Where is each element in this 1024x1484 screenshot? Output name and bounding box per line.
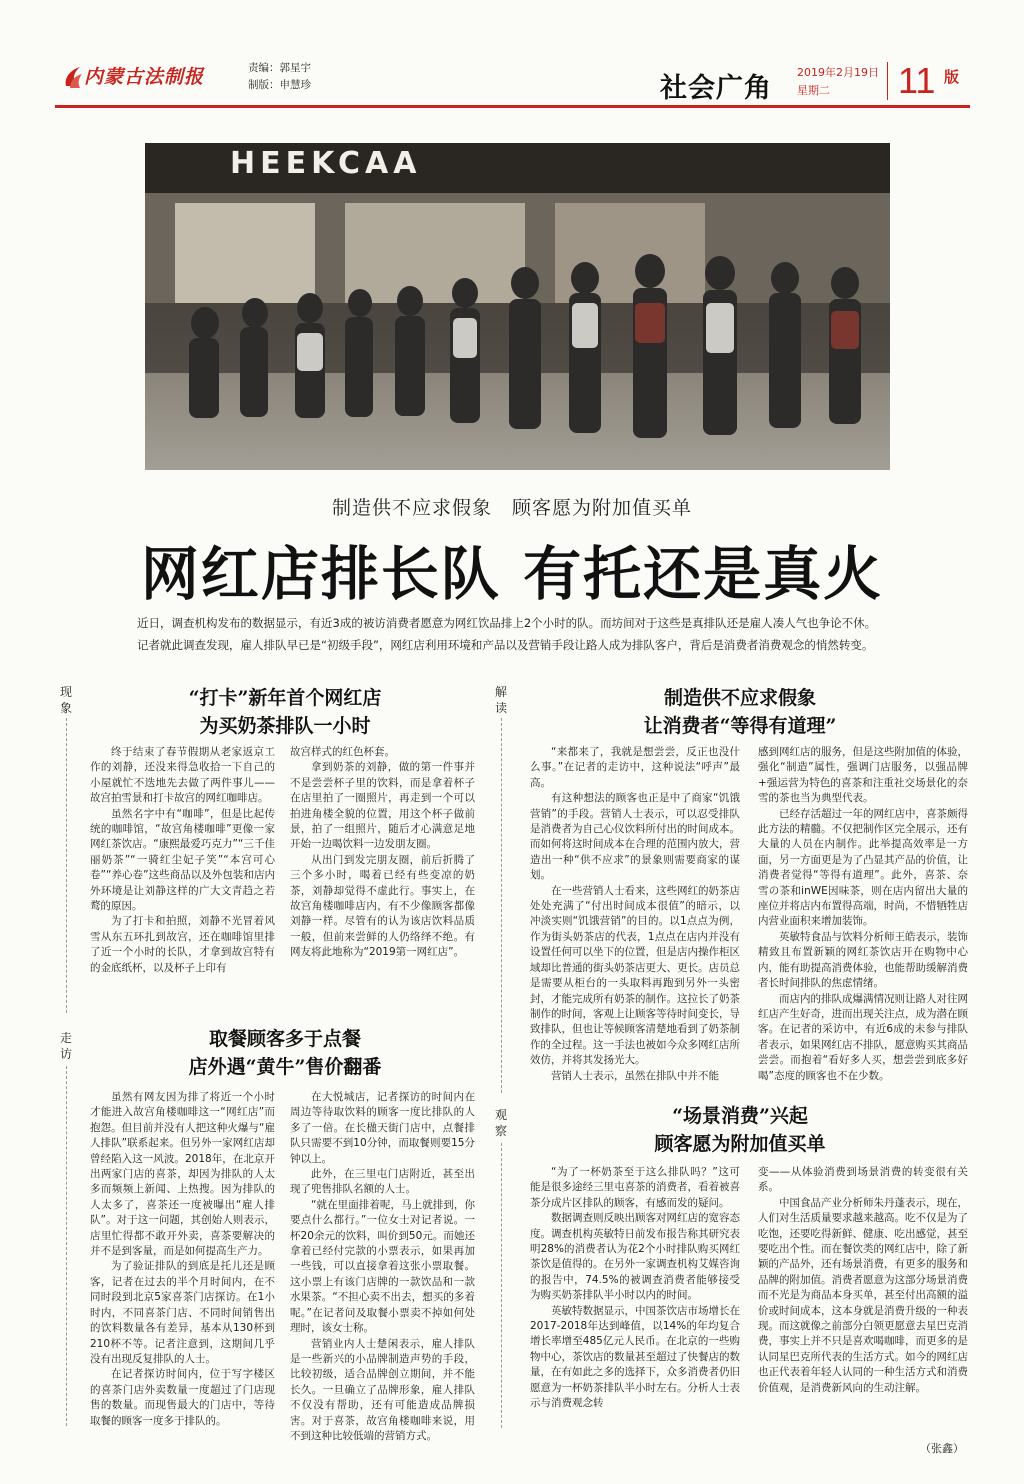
paragraph: 虽然名字中有“咖啡”，但是比起传统的咖啡馆，“故宫角楼咖啡”更像一家网红茶饮店。“康熙最爱巧克力”“三千佳丽奶茶”“一骑红尘妃子笑”“本宫可心卷”“养心卷”这些商品以及外包装和店内外环境是让刘静这样的广大文青趋之若鹜的原因。 <box>90 807 275 913</box>
paragraph: 营销业内人士楚闲表示，雇人排队是一些新兴的小品牌制造声势的手段，比较初级，适合品牌创立期间，并不能长久。一旦确立了品牌形象，雇人排队不仅没有帮助，还有可能造成品牌损害。对于喜茶，故宫角楼咖啡来说，用不到这种比较低端的营销方式。 <box>290 1337 475 1442</box>
paragraph: 在大悦城店，记者探访的时间内在周边等待取饮料的顾客一度比排队的人多了一倍。在长楹天街门店中，点餐排队只需要不到10分钟，而取餐则要15分钟以上。 <box>290 1091 475 1165</box>
tag-line <box>501 718 502 1093</box>
page-number <box>898 58 958 102</box>
paragraph: 数据调查则反映出顾客对网红店的宽容态度。调查机构英敏特日前发布报告称其研究表明28%的消费者认为花2个小时排队购买网红茶饮是值得的。在另外一家调查机构艾媒咨询的报告中，74.5%的被调查消费者能够接受为购买奶茶排队半小时以内的时间。 <box>530 1212 740 1302</box>
producer-credit: 制版：申慧珍 <box>248 79 311 91</box>
tag-line <box>66 718 67 1013</box>
paragraph: “就在里面排着呢，马上就排到，你要点什么都行。”一位女士对记者说。一杯20余元的饮料，叫价到50元。而她还拿着已经付完款的小票表示，如果再加一些钱，可以直接拿着这张小票取餐。这小票上有该门店牌的一款饮品和一款水果茶。“不担心卖不出去，想买的多着呢。”在记者问及取餐小票卖不掉如何处理时，该女士称。 <box>290 1198 475 1335</box>
article4-title-line2: 顾客愿为附加值买单 <box>654 1133 826 1155</box>
logo-mark-icon <box>62 64 84 90</box>
issue-date <box>797 64 879 100</box>
paragraph: “来都来了，我就是想尝尝，反正也没什么事。”在记者的走访中，这种说法“呼声”最高。 <box>530 746 740 789</box>
tag-guancha: 观察 <box>494 1108 507 1138</box>
article4-title-line1: “场景消费”兴起 <box>672 1105 808 1127</box>
paragraph: 而店内的排队成爆满情况则让路人对往网红店产生好奇，进而出现关注点，成为潜在顾客。在记者的采访中，有近6成的未参与排队者表示，如果网红店不排队，愿意购买其商品尝尝。而抱着“看好多人买，想尝尝到底多好喝”态度的顾客也不在少数。 <box>758 992 968 1082</box>
newspaper-logo: 内蒙古法制报 <box>84 66 205 88</box>
paragraph: 在一些营销人士看来，这些网红的奶茶店处处充满了“付出时间成本很值”的暗示，以冲淡实则“饥饿营销”的目的。以1点点为例，作为街头奶茶店的代表，1点点在店内并没有设置任何可以坐下的位置，但是店内操作柜区域却比普通的街头奶茶店更大、更长。店员总是需要从柜台的一头取料再跑到另外一头密封，才能完成所有奶茶的制作。这拉长了奶茶制作的时间，客观上让顾客等待时间变长，导致排队，但也让等候顾客清楚地看到了奶茶制作的全过程。这一手法也被如今众多网红店所效仿，并将其发扬光大。 <box>530 884 740 1067</box>
divider <box>887 62 888 100</box>
article3-title <box>540 684 940 740</box>
paragraph: 在记者探访时间内，位于写字楼区的喜茶门店外卖数量一度超过了门店现售的数量。而现售最大的门店中，等待取餐的顾客一度多于排队的。 <box>90 1368 275 1427</box>
article3-title-line2: 让消费者“等得有道理” <box>643 715 837 737</box>
section-title: 社会广角 <box>660 73 772 104</box>
article3-column1 <box>530 745 740 1084</box>
editor-credit: 责编：郭星宇 <box>248 62 311 74</box>
staff-credits <box>248 60 311 94</box>
paragraph: 英敏特数据显示，中国茶饮店市场增长在2017-2018年达到峰值，以14%的年均复合增长率增至485亿元人民币。在北京的一些购物中心，茶饮店的数量甚至超过了快餐店的数量，在有如此之多的选择下，众多消费者仍旧愿意为一杯奶茶排队半小时左右。分析人士表示与消费观念转 <box>530 1304 740 1410</box>
paragraph: 中国食品产业分析师朱丹蓬表示，现在，人们对生活质量要求越来越高。吃不仅是为了吃饱，还要吃得新鲜、健康、吃出感觉，甚至要吃出个性。而在餐饮类的网红店中，除了新颖的产品外，还有场景消费，有更多的服务和品牌的附加值。消费者愿意为这部分场景消费而不光是为商品本身买单，甚至付出高额的溢价或时间成本，这本身就是消费升级的一种表现。而这就像之前部分白领更愿意去星巴克消费，事实上并不只是喜欢喝咖啡，而更多的是认同星巴克所代表的生活方式。如今的网红店也正代表着年轻人认同的一种生活方式和消费价值观，是消费新风向的生动注解。 <box>758 1196 968 1394</box>
tag-xianxiang: 现象 <box>59 685 72 715</box>
article4-column1 <box>530 1165 740 1412</box>
paragraph: 变——从体验消费到场景消费的转变很有关系。 <box>758 1166 968 1194</box>
article3-title-line1: 制造供不应求假象 <box>663 687 816 709</box>
article1-title <box>85 684 485 740</box>
masthead-rule <box>55 105 970 108</box>
paragraph: 已经存活超过一年的网红店中，喜茶颇得此方法的精髓。不仅把制作区完全展示，还有大量的人员在内制作。此举提高效率是一方面，另一方面更是为了凸显其产品的价值，让消费者觉得“等得有道理”。此外，喜茶、奈雪の茶和inWE因味茶，则在店内留出大量的座位并将店内布置得高端，时尚，不惜牺牲店内营业面积来增加装饰。 <box>758 807 968 928</box>
article4-title <box>540 1102 940 1158</box>
article2-title-line1: 取餐顾客多于点餐 <box>208 1028 361 1050</box>
masthead <box>0 0 1024 118</box>
tag-line <box>501 1143 502 1428</box>
queue-photo <box>145 143 890 470</box>
article2-title <box>85 1025 485 1081</box>
page-suffix: 版 <box>944 68 960 86</box>
paragraph: 此外，在三里屯门店附近，甚至出现了兜售排队名额的人士。 <box>290 1168 475 1196</box>
paragraph: 为了验证排队的到底是托儿还是顾客，记者在过去的半个月时间内，在不同时段到北京5家喜茶门店探访。在1小时内，不同喜茶门店、不同时间销售出的饮料数量各有差异，基本从130杯到210杯不等。记者注意到，这期间几乎没有出现反复排队的人士。 <box>90 1260 275 1365</box>
article2-column2 <box>290 1090 475 1444</box>
tag-jiedu: 解读 <box>494 685 507 715</box>
paragraph: 营销人士表示，虽然在排队中并不能 <box>551 1069 719 1082</box>
article2-title-line2: 店外遇“黄牛”售价翻番 <box>188 1056 382 1078</box>
article1-column2 <box>290 745 475 961</box>
lead-paragraph <box>114 612 914 656</box>
paragraph: 虽然有网友因为排了将近一个小时才能进入故宫角楼咖啡这一“网红店”而抱怨。但目前并没有人把这种火爆与“雇人排队”联系起来。但另外一家网红店却曾经陷入这一风波。2018年，在北京开出两家门店的喜茶，却因为排队的人太多而频频上新闻、上热搜。因为排队的人太多了，喜茶还一度被曝出“雇人排队”。对于这一问题，其创始人则表示，店里忙得都不敢开外卖，喜茶要解决的并不是到客量，而是如何提高生产力。 <box>90 1091 275 1258</box>
main-headline: 网红店排长队 有托还是真火 <box>140 540 884 608</box>
article1-column1 <box>90 745 275 976</box>
date-text: 2019年2月19日 <box>797 66 879 79</box>
paragraph: 拿到奶茶的刘静，做的第一件事并不是尝尝杯子里的饮料，而是拿着杯子在店里拍了一圈照片，再走到一个可以拍进角楼全貌的位置，用这个杯子做前景，拍了一组照片，随后才心满意足地开始一边喝饮料一边发朋友圈。 <box>290 761 475 851</box>
tag-zoufang: 走访 <box>59 1031 72 1061</box>
paragraph: “为了一杯奶茶至于这么排队吗？”这可能是很多途经三里屯喜茶的消费者，看着被喜茶分成片区排队的顾客，有感而发的疑问。 <box>530 1166 740 1209</box>
paragraph: 从出门到发完朋友圈，前后折腾了三个多小时，喝着已经有些变凉的奶茶，刘静却觉得不虚此行。事实上，在故宫角楼咖啡店内，有不少像顾客都像刘静一样。尽管有的认为该店饮料品质一般，但前来尝鲜的人仍络绎不绝。有网友将此地称为“2019第一网红店”。 <box>290 853 475 959</box>
weekday-text: 星期二 <box>797 84 830 97</box>
article1-title-line1: “打卡”新年首个网红店 <box>188 687 382 709</box>
page-number-value: 11 <box>898 60 936 101</box>
paragraph: 英敏特食品与饮料分析师王皓表示，装饰精致且布置新颖的网红茶饮店开在购物中心内，能有助提高消费体验，也能帮助缓解消费者长时间排队的焦虑情绪。 <box>758 930 968 990</box>
article3-column2 <box>758 745 968 1084</box>
paragraph: 感到网红店的服务，但是这些附加值的体验，强化“制造”属性，强调门店服务，以强品牌+强运营为特色的喜茶和注重社交场景化的奈雪的茶也当为典型代表。 <box>758 746 968 805</box>
queue-photo-image <box>145 143 890 470</box>
article2-column1 <box>90 1090 275 1429</box>
article1-title-line2: 为买奶茶排队一小时 <box>199 715 371 737</box>
paragraph: 终于结束了春节假期从老家返京工作的刘静，还没来得急收拾一下自己的小屋就忙不迭地先去做了两件事儿——故宫拍雪景和打卡故宫的网红咖啡店。 <box>90 746 275 805</box>
paragraph: 有这种想法的顾客也正是中了商家“饥饿营销”的手段。营销人士表示，可以忍受排队是消费者为自己心仪饮料所付出的时间成本。而如何将这时间成本在合理的范围内放大，营造出一种“供不应求”的景象则需要商家的谋划。 <box>530 792 740 882</box>
subheadline: 制造供不应求假象 顾客愿为附加值买单 <box>331 497 692 519</box>
lead-p2: 记者就此调查发现，雇人排队早已是“初级手段”，网红店利用环境和产品以及营销手段让路人成为排队客户，背后是消费者消费观念的悄然转变。 <box>137 638 874 652</box>
paragraph: 故宫样式的红色杯套。 <box>290 746 395 758</box>
paragraph: 为了打卡和拍照，刘静不光冒着风雪从东五环扎到故宫，还在咖啡馆里排了近一个小时的长队，才拿到故宫特有的金底纸杯，以及杯子上印有 <box>90 915 275 974</box>
article4-column2 <box>758 1165 968 1396</box>
tag-line <box>66 1066 67 1426</box>
byline: （张鑫） <box>920 1442 964 1455</box>
lead-p1: 近日，调查机构发布的数据显示，有近3成的被访消费者愿意为网红饮品排上2个小时的队。而坊间对于这些是真排队还是雇人凑人气也争论不休。 <box>137 616 877 630</box>
store-sign: HEEKCAA <box>230 146 422 181</box>
